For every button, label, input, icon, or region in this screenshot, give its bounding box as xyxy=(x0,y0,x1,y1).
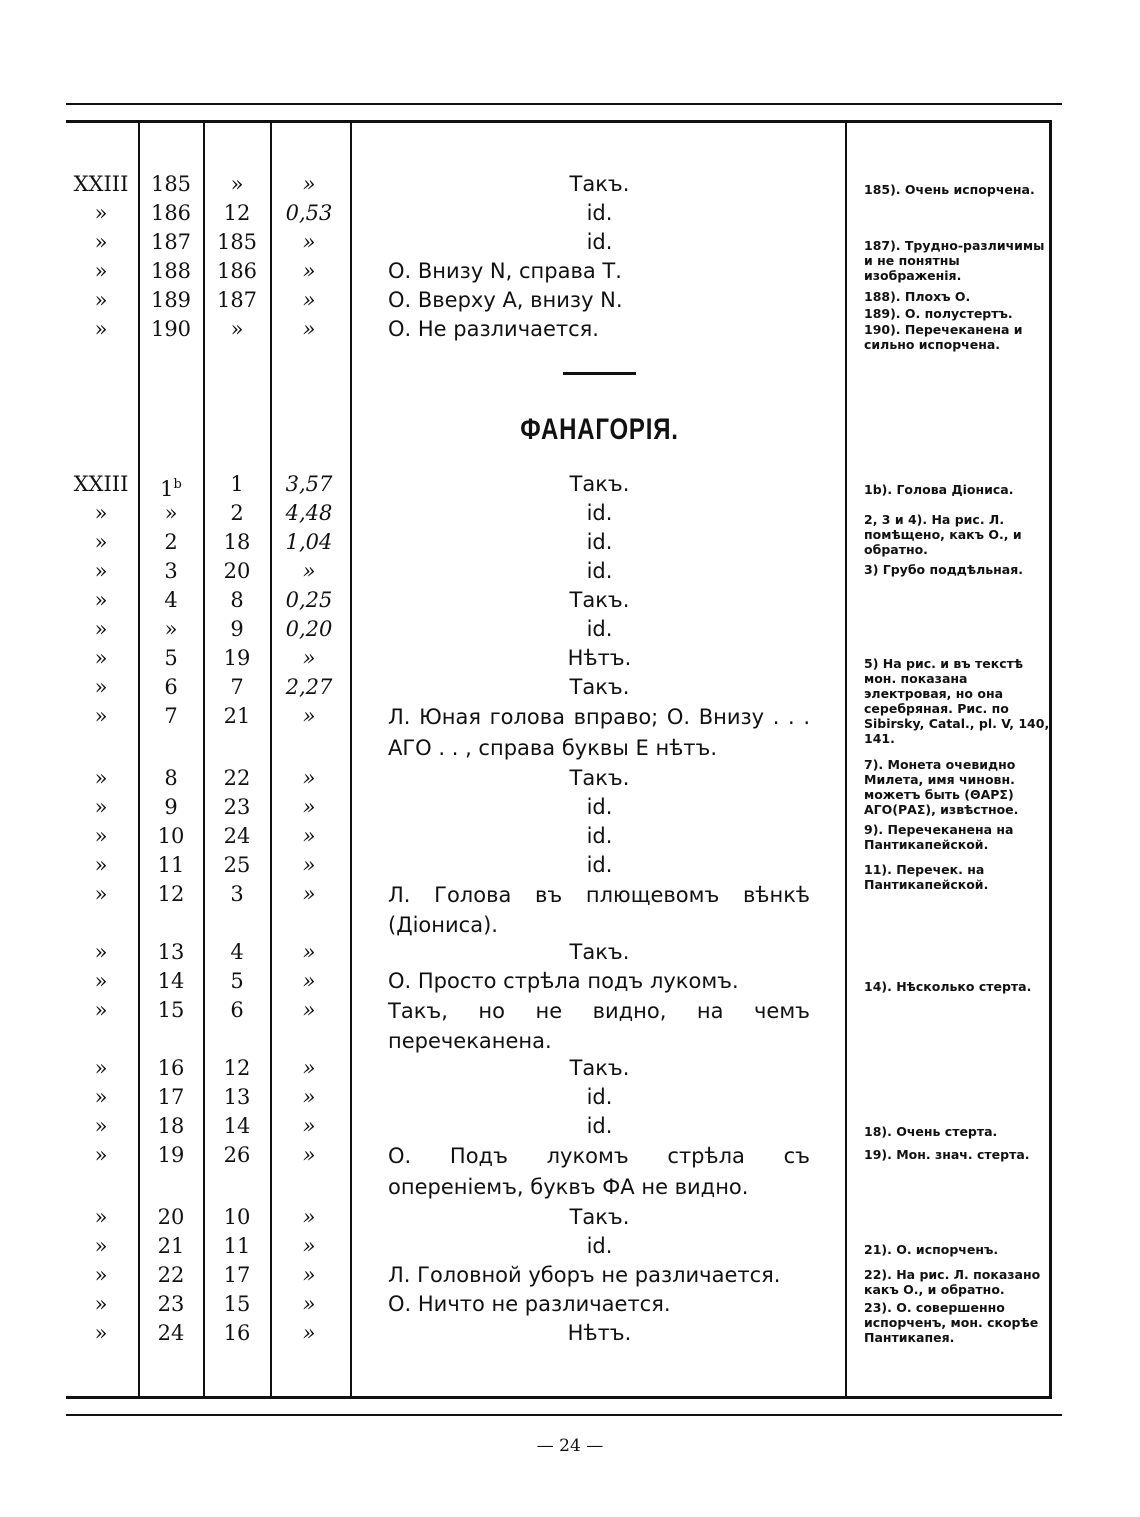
number-cell: 186 xyxy=(150,201,192,225)
plate-cell: » xyxy=(94,704,108,728)
footnote: 21). О. испорченъ. xyxy=(864,1242,999,1257)
figure-cell: 8 xyxy=(230,588,244,612)
number-cell: 6 xyxy=(164,675,178,699)
number-cell: 187 xyxy=(150,230,192,254)
figure-cell: 15 xyxy=(223,1292,251,1316)
plate-cell: » xyxy=(94,646,108,670)
figure-cell: 19 xyxy=(223,646,251,670)
weight-cell: » xyxy=(302,1143,316,1167)
number-cell: 23 xyxy=(157,1292,185,1316)
plate-cell: » xyxy=(94,201,108,225)
plate-cell: » xyxy=(94,588,108,612)
description-cell: О. Подъ лукомъ стрѣла съ опереніемъ, буквъ ФА не видно. xyxy=(388,1144,810,1199)
number-cell: 4 xyxy=(164,588,178,612)
page-number: — 24 — xyxy=(536,1436,604,1456)
figure-cell: 26 xyxy=(223,1143,251,1167)
footnote: 11). Перечек. на Пантикапейской. xyxy=(864,862,989,892)
figure-cell: 20 xyxy=(223,559,251,583)
plate-cell: » xyxy=(94,1143,108,1167)
footnote: 5) На рис. и въ текстѣ мон. показана электровая, но она серебряная. Рис. по Sibirsky, Catal., pl. V, 140, 141. xyxy=(864,656,1050,746)
plate-cell: » xyxy=(94,675,108,699)
weight-cell: » xyxy=(302,288,316,312)
weight-cell: 4,48 xyxy=(285,501,333,525)
number-cell: 16 xyxy=(157,1056,185,1080)
weight-cell: » xyxy=(302,1056,316,1080)
description-cell: Такъ. xyxy=(569,172,630,196)
weight-cell: 1,04 xyxy=(285,530,333,554)
weight-cell: » xyxy=(302,704,316,728)
number-cell: 13 xyxy=(157,940,185,964)
figure-cell: 12 xyxy=(223,1056,251,1080)
description-cell: id. xyxy=(586,559,613,583)
table-row xyxy=(66,1083,1056,1112)
description-cell: О. Внизу N, справа Т. xyxy=(388,259,622,283)
figure-cell: 3 xyxy=(230,882,244,906)
plate-cell: » xyxy=(94,1263,108,1287)
figure-cell: 4 xyxy=(230,940,244,964)
plate-cell: » xyxy=(94,824,108,848)
footnote: 7). Монета очевидно Милета, имя чиновн. можетъ быть (ΘΑΡΣ) ΑΓΟ(ΡΑΣ), извѣстное. xyxy=(864,757,1019,817)
figure-cell: 10 xyxy=(223,1205,251,1229)
table-row xyxy=(66,615,1056,644)
weight-cell: » xyxy=(302,1321,316,1345)
figure-cell: 17 xyxy=(223,1263,251,1287)
number-cell: 188 xyxy=(150,259,192,283)
number-cell: 189 xyxy=(150,288,192,312)
bottom-rule-thin xyxy=(66,1414,1062,1416)
plate-cell: » xyxy=(94,1056,108,1080)
number-cell: 15 xyxy=(157,998,185,1022)
plate-cell: » xyxy=(94,259,108,283)
figure-cell: 25 xyxy=(223,853,251,877)
figure-cell: 16 xyxy=(223,1321,251,1345)
number-cell: 19 xyxy=(157,1143,185,1167)
plate-cell: » xyxy=(94,1234,108,1258)
figure-cell: 24 xyxy=(223,824,251,848)
number-superscript: b xyxy=(173,477,182,492)
number-cell: 185 xyxy=(150,172,192,196)
weight-cell: » xyxy=(302,317,316,341)
bottom-rule-thick xyxy=(66,1396,1050,1399)
number-cell: 12 xyxy=(157,882,185,906)
number-cell: 17 xyxy=(157,1085,185,1109)
figure-cell: 1 xyxy=(230,472,244,496)
weight-cell: » xyxy=(302,646,316,670)
figure-cell: 14 xyxy=(223,1114,251,1138)
plate-cell: » xyxy=(94,766,108,790)
number-cell: 20 xyxy=(157,1205,185,1229)
footnote: 188). Плохъ О. xyxy=(864,289,971,304)
number-cell: 5 xyxy=(164,646,178,670)
description-cell: О. Не различается. xyxy=(388,317,599,341)
figure-cell: 13 xyxy=(223,1085,251,1109)
weight-cell: 2,27 xyxy=(285,675,333,699)
plate-cell: » xyxy=(94,1205,108,1229)
figure-cell: 187 xyxy=(216,288,258,312)
number-cell: » xyxy=(164,501,178,525)
figure-cell: » xyxy=(230,172,244,196)
description-cell: Нѣтъ. xyxy=(567,646,632,670)
footnote: 23). О. совершенно испорченъ, мон. скорѣе Пантикапея. xyxy=(864,1300,1039,1345)
description-cell: Такъ. xyxy=(569,940,630,964)
top-rule-thick xyxy=(66,120,1050,123)
number-cell: 11 xyxy=(157,853,185,877)
description-cell: О. Вверху A, внизу N. xyxy=(388,288,623,312)
footnote: 190). Перечеканена и сильно испорчена. xyxy=(864,322,1023,352)
description-cell: Л. Юная голова вправо; О. Внизу . . . АГО . . , справа буквы Е нѣтъ. xyxy=(388,705,810,760)
weight-cell: » xyxy=(302,1114,316,1138)
footnote: 9). Перечеканена на Пантикапейской. xyxy=(864,822,1014,852)
plate-cell: » xyxy=(94,1114,108,1138)
description-cell: id. xyxy=(586,201,613,225)
plate-cell: » xyxy=(94,998,108,1022)
table-row xyxy=(66,1054,1056,1083)
footnote: 2, 3 и 4). На рис. Л. помѣщено, какъ О., и обратно. xyxy=(864,512,1022,557)
weight-cell: » xyxy=(302,940,316,964)
description-cell: id. xyxy=(586,1114,613,1138)
plate-cell: » xyxy=(94,795,108,819)
plate-cell: » xyxy=(94,882,108,906)
description-cell: Л. Голова въ плющевомъ вѣнкѣ (Діониса). xyxy=(388,883,810,937)
description-cell: id. xyxy=(586,617,613,641)
weight-cell: » xyxy=(302,969,316,993)
number-cell: 22 xyxy=(157,1263,185,1287)
table-row xyxy=(66,1203,1056,1232)
plate-cell: » xyxy=(94,1321,108,1345)
plate-cell: » xyxy=(94,288,108,312)
plate-cell: » xyxy=(94,853,108,877)
figure-cell: 11 xyxy=(223,1234,251,1258)
description-cell: Такъ. xyxy=(569,766,630,790)
weight-cell: » xyxy=(302,230,316,254)
description-cell: Такъ. xyxy=(569,472,630,496)
footnote: 185). Очень испорчена. xyxy=(864,182,1035,197)
figure-cell: 186 xyxy=(216,259,258,283)
description-cell: id. xyxy=(586,530,613,554)
weight-cell: » xyxy=(302,1263,316,1287)
number-cell: 14 xyxy=(157,969,185,993)
figure-cell: 9 xyxy=(230,617,244,641)
number-cell: 21 xyxy=(157,1234,185,1258)
weight-cell: » xyxy=(302,1205,316,1229)
number-cell: 2 xyxy=(164,530,178,554)
plate-cell: » xyxy=(94,617,108,641)
table-row xyxy=(66,938,1056,967)
footnote: 1b). Голова Діониса. xyxy=(864,482,1014,497)
weight-cell: 0,25 xyxy=(285,588,333,612)
figure-cell: 185 xyxy=(216,230,258,254)
plate-cell: » xyxy=(94,1085,108,1109)
plate-cell: » xyxy=(94,501,108,525)
plate-cell: XXIII xyxy=(73,172,129,196)
description-cell: Такъ. xyxy=(569,1056,630,1080)
table-row xyxy=(66,996,1056,1056)
weight-cell: » xyxy=(302,766,316,790)
weight-cell: » xyxy=(302,559,316,583)
number-cell: 3 xyxy=(164,559,178,583)
description-cell: id. xyxy=(586,824,613,848)
top-rule-thin xyxy=(66,103,1062,105)
description-cell: О. Ничто не различается. xyxy=(388,1292,671,1316)
plate-cell: » xyxy=(94,1292,108,1316)
description-cell: Л. Головной уборъ не различается. xyxy=(388,1263,781,1287)
weight-cell: » xyxy=(302,259,316,283)
description-cell: id. xyxy=(586,795,613,819)
table-row xyxy=(66,199,1056,228)
number-cell: 7 xyxy=(164,704,178,728)
figure-cell: » xyxy=(230,317,244,341)
weight-cell: » xyxy=(302,1234,316,1258)
weight-cell: » xyxy=(302,824,316,848)
plate-cell: » xyxy=(94,317,108,341)
figure-cell: 23 xyxy=(223,795,251,819)
section-heading: ФАНАГОРІЯ. xyxy=(520,413,679,446)
footnote: 22). На рис. Л. показано какъ О., и обратно. xyxy=(864,1267,1041,1297)
description-cell: Такъ. xyxy=(569,588,630,612)
weight-cell: » xyxy=(302,1292,316,1316)
figure-cell: 6 xyxy=(230,998,244,1022)
description-cell: Такъ. xyxy=(569,675,630,699)
description-cell: Такъ. xyxy=(569,1205,630,1229)
weight-cell: » xyxy=(302,998,316,1022)
plate-cell: » xyxy=(94,940,108,964)
weight-cell: » xyxy=(302,1085,316,1109)
table-row xyxy=(66,586,1056,615)
description-cell: Нѣтъ. xyxy=(567,1321,632,1345)
description-cell: id. xyxy=(586,501,613,525)
weight-cell: » xyxy=(302,853,316,877)
weight-cell: » xyxy=(302,172,316,196)
number-cell: 8 xyxy=(164,766,178,790)
footnote: 3) Грубо поддѣльная. xyxy=(864,562,1024,577)
weight-cell: » xyxy=(302,882,316,906)
plate-cell: » xyxy=(94,230,108,254)
footnote: 187). Трудно-различимы и не понятны изображенія. xyxy=(864,238,1045,283)
weight-cell: » xyxy=(302,795,316,819)
number-cell: » xyxy=(164,617,178,641)
weight-cell: 0,20 xyxy=(285,617,333,641)
description-cell: id. xyxy=(586,1085,613,1109)
plate-cell: » xyxy=(94,969,108,993)
description-cell: О. Просто стрѣла подъ лукомъ. xyxy=(388,969,739,993)
figure-cell: 12 xyxy=(223,201,251,225)
weight-cell: 0,53 xyxy=(285,201,333,225)
figure-cell: 21 xyxy=(223,704,251,728)
figure-cell: 7 xyxy=(230,675,244,699)
number-cell: 10 xyxy=(157,824,185,848)
figure-cell: 2 xyxy=(230,501,244,525)
footnote: 14). Нѣсколько стерта. xyxy=(864,979,1032,994)
plate-cell: » xyxy=(94,530,108,554)
description-cell: id. xyxy=(586,853,613,877)
figure-cell: 18 xyxy=(223,530,251,554)
number-cell: 24 xyxy=(157,1321,185,1345)
number-cell: 190 xyxy=(150,317,192,341)
weight-cell: 3,57 xyxy=(285,472,333,496)
description-cell: id. xyxy=(586,1234,613,1258)
plate-cell: XXIII xyxy=(73,472,129,496)
footnote: 18). Очень стерта. xyxy=(864,1124,998,1139)
description-cell: id. xyxy=(586,230,613,254)
number-value: 1 xyxy=(160,477,174,501)
number-cell: 9 xyxy=(164,795,178,819)
figure-cell: 22 xyxy=(223,766,251,790)
plate-cell: » xyxy=(94,559,108,583)
number-cell: 18 xyxy=(157,1114,185,1138)
section-separator xyxy=(563,372,636,375)
footnote: 19). Мон. знач. стерта. xyxy=(864,1147,1030,1162)
footnote: 189). О. полустертъ. xyxy=(864,306,1013,321)
description-cell: Такъ, но не видно, на чемъ перечеканена. xyxy=(388,999,810,1053)
figure-cell: 5 xyxy=(230,969,244,993)
